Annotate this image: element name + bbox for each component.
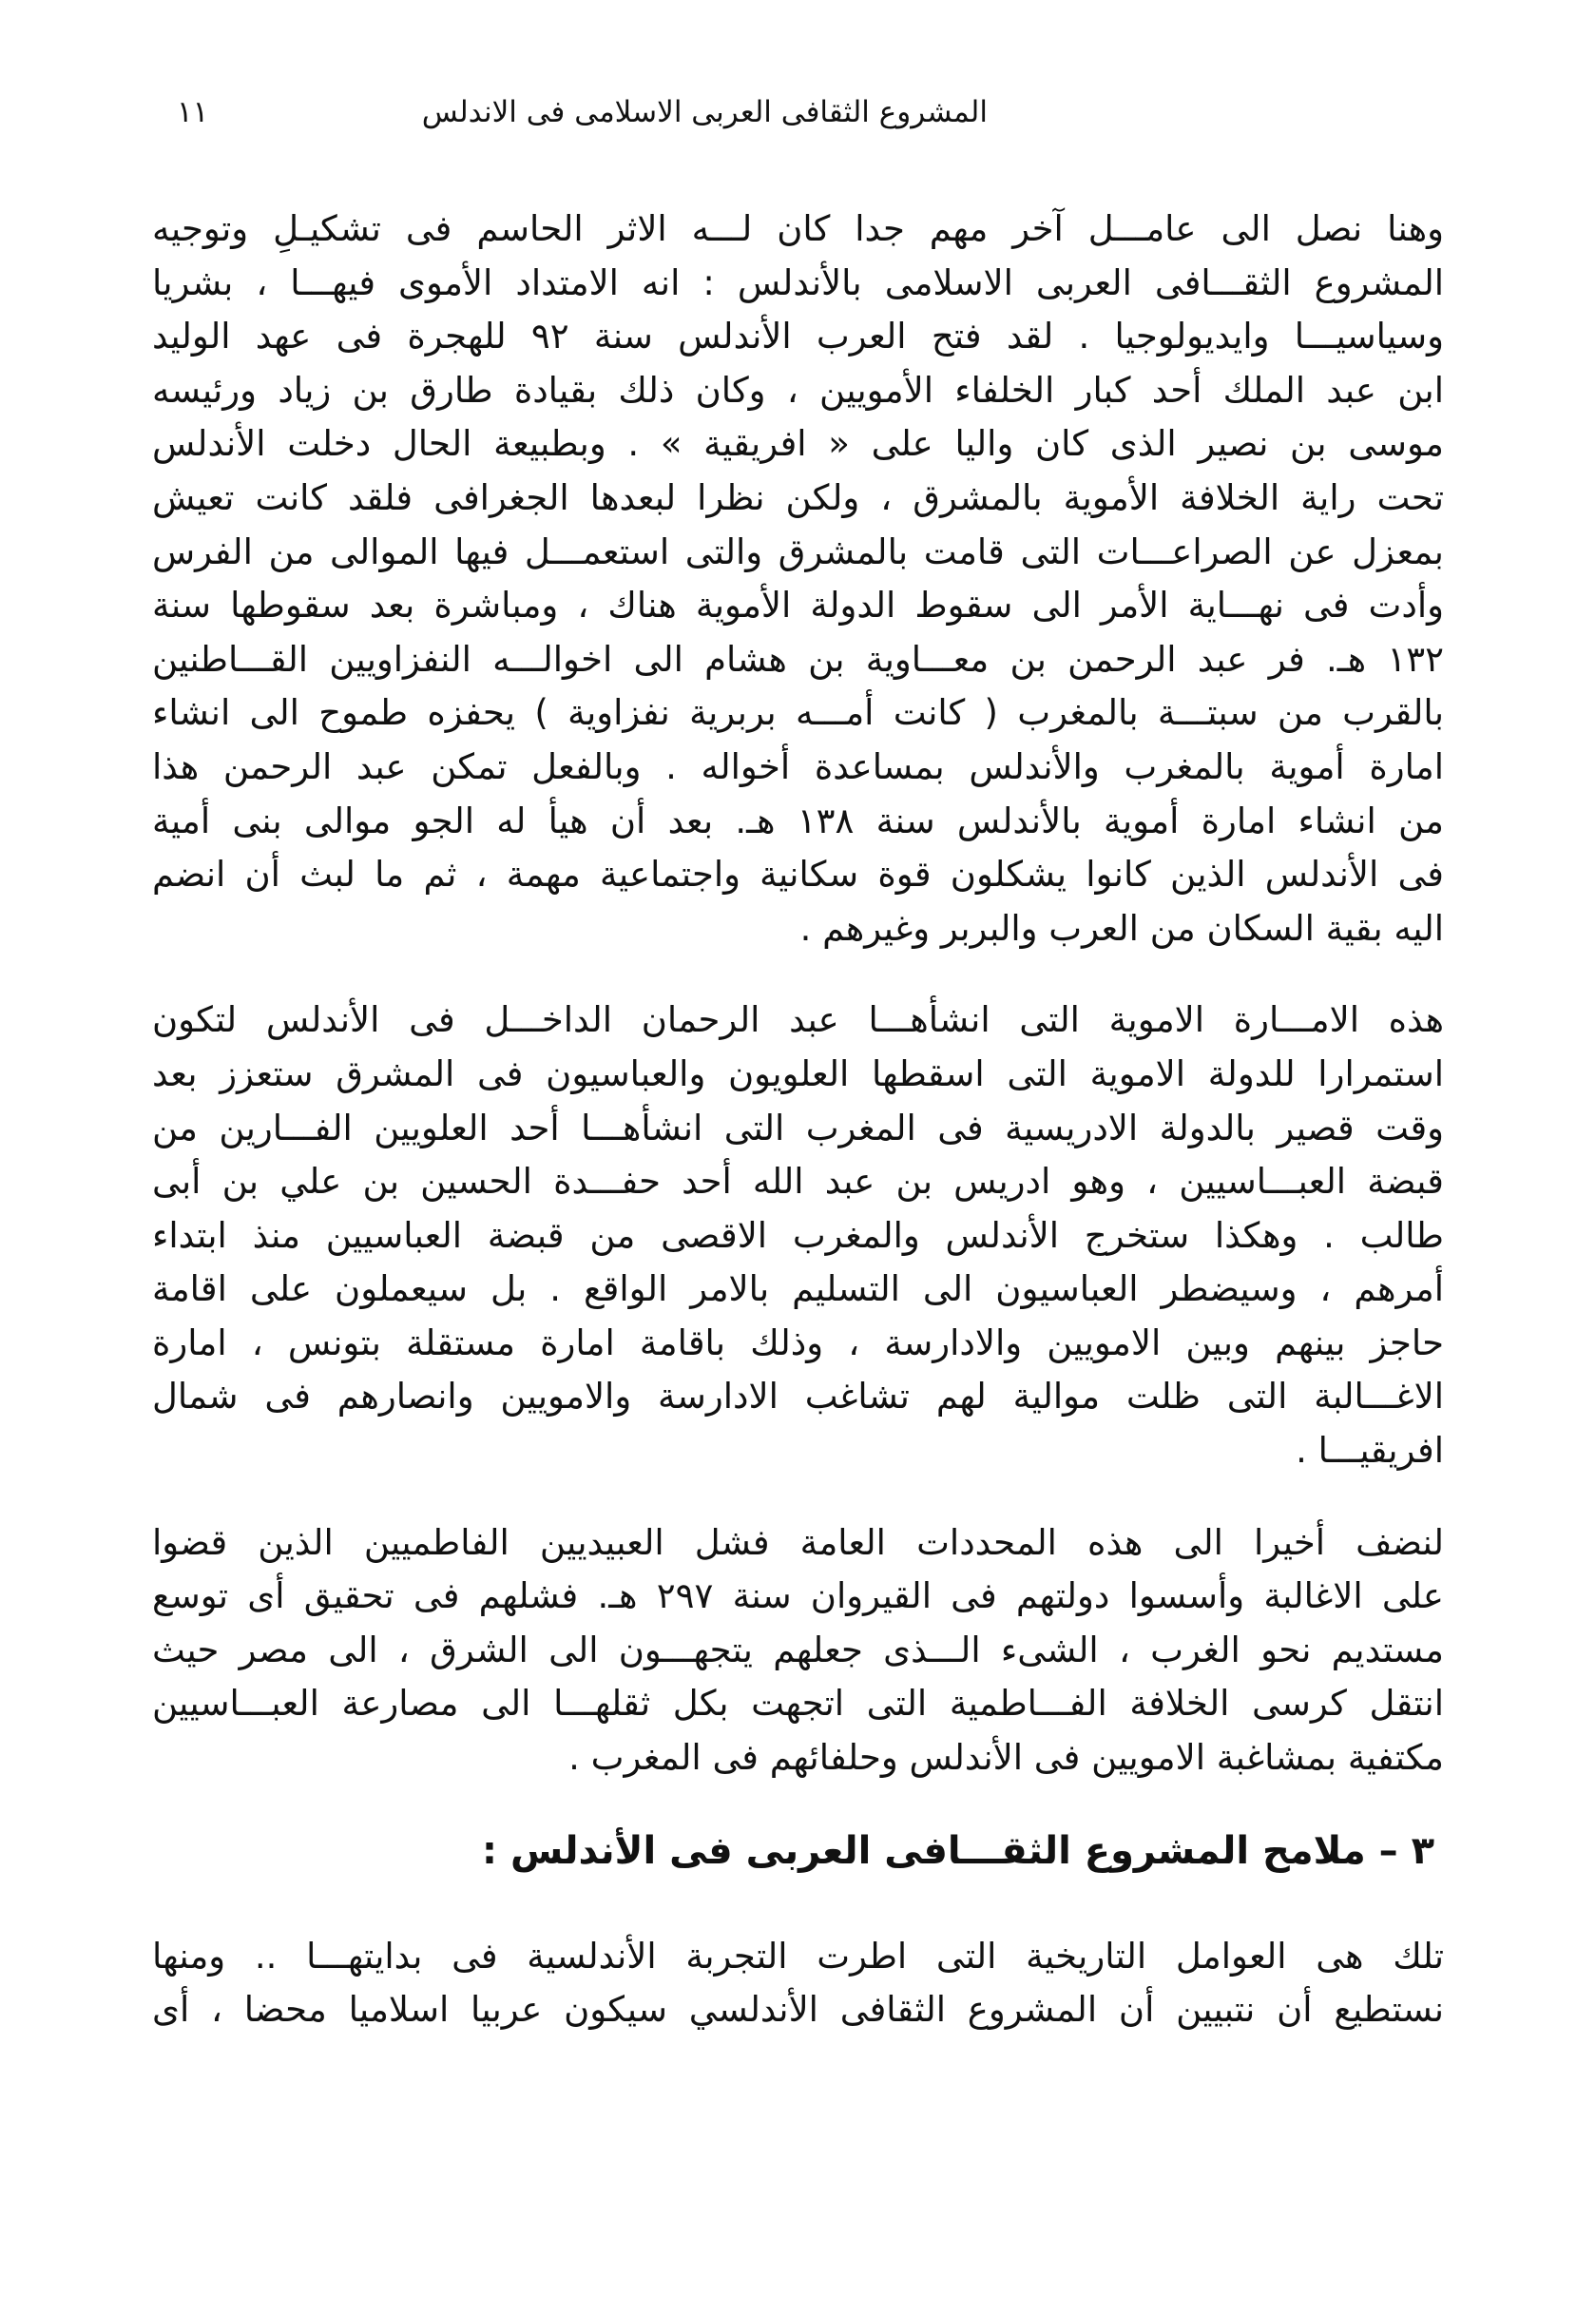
text-line: وهنا نصل الى عامـــل آخر مهم جدا كان لـــه الاثر الحاسم فى تشكيـلِ وتوجيه (152, 208, 1444, 249)
text-line: تحت راية الخلافة الأموية بالمشرق ، ولكن نظرا لبعدها الجغرافى فلقد كانت تعيش (152, 476, 1444, 518)
paragraph-idrisid-state (152, 994, 1444, 1477)
text-line: انتقل كرسى الخلافة الفـــاطمية التى اتجهت بكل ثقلهـــا الى مصارعة العبـــاسيين (152, 1683, 1444, 1725)
text-line: نستطيع أن نتبيين أن المشروع الثقافى الأندلسي سيكون عربيا اسلاميا محضا ، أى (152, 1989, 1444, 2031)
text-line: مستديم نحو الغرب ، الشىء الـــذى جعلهم يتجهـــون الى الشرق ، الى مصر حيث (152, 1629, 1444, 1670)
text-line: امارة أموية بالمغرب والأندلس بمساعدة أخواله . وبالفعل تمكن عبد الرحمن هذا (152, 745, 1444, 787)
running-header (143, 91, 1453, 148)
text-line: على الاغالبة وأسسوا دولتهم فى القيروان سنة ٢٩٧ هـ. فشلهم فى تحقيق أى توسع (152, 1575, 1444, 1617)
text-line: موسى بن نصير الذى كان واليا على « افريقية » . وبطبيعة الحال دخلت الأندلس (152, 423, 1444, 465)
text-line: المشروع الثقـــافى العربى الاسلامى بالأندلس : انه الامتداد الأموى فيهـــا ، بشريا (152, 261, 1444, 303)
text-line: وقت قصير بالدولة الادريسية فى المغرب التى انشأهـــا أحد العلويين الفـــارين من (152, 1107, 1444, 1148)
running-header-title: المشروع الثقافى العربى الاسلامى فى الاندلس (421, 95, 988, 129)
text-line: استمرارا للدولة الاموية التى اسقطها العلويون والعباسيون فى المشرق ستعزز بعد (152, 1052, 1444, 1094)
body-text (152, 203, 1444, 2075)
text-line: بالقرب من سبتـــة بالمغرب ( كانت أمـــه بربرية نفزاوية ) يحفزه طموح الى انشاء (152, 692, 1444, 734)
text-line: لنضف أخيرا الى هذه المحددات العامة فشل العبيديين الفاطميين الذين قضوا (152, 1521, 1444, 1563)
text-line: تلك هى العوامل التاريخية التى اطرت التجربة الأندلسية فى بدايتهـــا .. ومنها (152, 1935, 1444, 1977)
section-heading: ٣ – ملامح المشروع الثقـــافى العربى فى الأندلس : (482, 1828, 1434, 1873)
text-line: هذه الامـــارة الاموية التى انشأهـــا عبد الرحمان الداخـــل فى الأندلس لتكون (152, 999, 1444, 1041)
text-line: الاغـــالبة التى ظلت موالية لهم تشاغب الادارسة والامويين وانصارهم فى شمال (152, 1376, 1444, 1418)
text-line: وأدت فى نهـــاية الأمر الى سقوط الدولة الأموية هناك ، ومباشرة بعد سقوطها سنة (152, 585, 1444, 627)
text-line: طالب . وهكذا ستخرج الأندلس والمغرب الاقصى من قبضة العباسيين منذ ابتداء (152, 1214, 1444, 1256)
text-line: أمرهم ، وسيضطر العباسيون الى التسليم بالامر الواقع . بل سيعملون على اقامة (152, 1268, 1444, 1310)
paragraph-fatimid-failure (152, 1516, 1444, 1785)
text-line: حاجز بينهم وبين الامويين والادارسة ، وذلك باقامة امارة مستقلة بتونس ، امارة (152, 1321, 1444, 1363)
paragraph-umayyad-extension (152, 203, 1444, 955)
text-line: من انشاء امارة أموية بالأندلس سنة ١٣٨ هـ. بعد أن هيأ له الجو موالى بنى أمية (152, 800, 1444, 841)
text-line: ١٣٢ هـ. فر عبد الرحمن بن معـــاوية بن هشام الى اخوالـــه النفزاويين القـــاطنين (152, 638, 1444, 680)
paragraph-cultural-project (152, 1930, 1444, 2037)
text-line: بمعزل عن الصراعـــات التى قامت بالمشرق والتى استعمـــل فيها الموالى من الفرس (152, 531, 1444, 572)
text-line: مكتفية بمشاغبة الامويين فى الأندلس وحلفائهم فى المغرب . (568, 1737, 1444, 1779)
page-number: ١١ (177, 95, 209, 129)
text-line: قبضة العبـــاسيين ، وهو ادريس بن عبد الله أحد حفـــدة الحسين بن علي بن أبى (152, 1161, 1444, 1203)
text-line: اليه بقية السكان من العرب والبربر وغيرهم . (799, 907, 1444, 949)
text-line: فى الأندلس الذين كانوا يشكلون قوة سكانية واجتماعية مهمة ، ثم ما لبث أن انضم (152, 854, 1444, 896)
text-line: ابن عبد الملك أحد كبار الخلفاء الأمويين ، وكان ذلك بقيادة طارق بن زياد ورئيسه (152, 369, 1444, 411)
text-line: افريقيـــا . (1296, 1430, 1444, 1472)
text-line: وسياسيـــا وايديولوجيا . لقد فتح العرب الأندلس سنة ٩٢ للهجرة فى عهد الوليد (152, 316, 1444, 357)
